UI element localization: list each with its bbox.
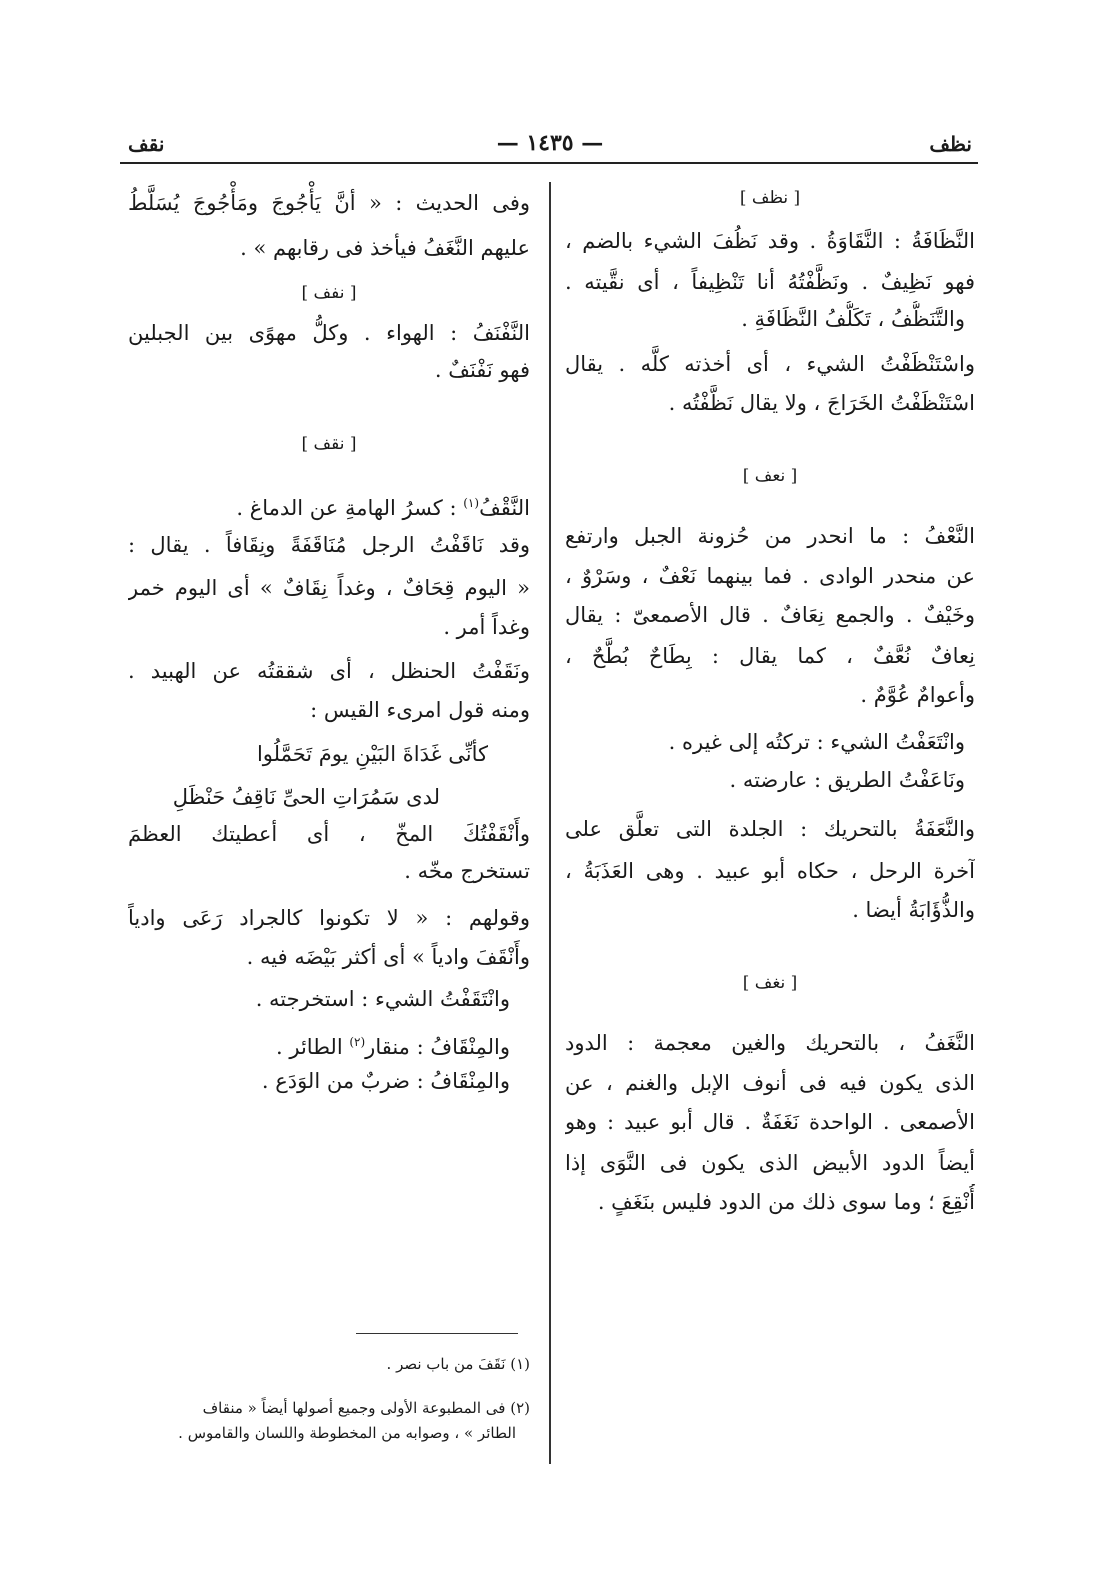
text-line: اسْتَنْظَفْتُ الخَرَاجَ ، ولا يقال نَظَّفْتُه . [668, 390, 975, 415]
footnote-2: (٢) فى المطبوعة الأولى وجميع أصولها أيضاً « منقاف [202, 1399, 530, 1417]
text-line: والنَّعَفَةُ بالتحريك : الجلدة التى تعلَّق على [565, 816, 975, 841]
column-divider [549, 182, 551, 1464]
text-line: وفى الحديث : « أنَّ يَأْجُوجَ ومَأْجُوجَ يُسَلَّطُ [128, 191, 530, 215]
definition-text: الطائر . [276, 1034, 350, 1059]
text-line: عليهم النَّغَفُ فيأخذ فى رقابهم » . [240, 236, 530, 260]
text-line: وغداً أمر . [443, 614, 530, 639]
text-line: النَّغَفُ ، بالتحريك والغين معجمة : الدود [565, 1030, 975, 1055]
text-line: ومنه قول امرىء القيس : [310, 698, 530, 722]
footnote-2-cont: الطائر » ، وصوابه من المخطوطة واللسان والقاموس . [178, 1424, 516, 1442]
headword-naqf: النَّقْفُ [479, 496, 530, 520]
text-line: وقد نَاقَفْتُ الرجل مُنَاقَفَةً ونِقَافاً . يقال : [128, 532, 530, 557]
text-line: وقولهم : « لا تكونوا كالجراد رَعَى وادياً [128, 905, 530, 930]
page-number: — ١٤٣٥ — [496, 130, 604, 156]
text-line: الذى يكون فيه فى أنوف الإبل والغنم ، عن [565, 1071, 975, 1095]
text-line: واسْتَنْظَفْتُ الشيء ، أى أخذته كلَّه . يقال [565, 351, 975, 376]
definition-text: : كسرُ الهامةِ عن الدماغ . [236, 496, 464, 520]
text-line: وانْتَعَفْتُ الشيء : تركتُه إلى غيره . [668, 730, 965, 754]
text-line: « اليوم قِحَافٌ ، وغداً نِقَافٌ » أى اليوم خمر [128, 575, 530, 600]
definition-text: والمِنْقَافُ : منقار [365, 1034, 510, 1059]
entry-heading-naaf: [ نعف ] [742, 466, 798, 486]
text-line: نِعافٌ نُعَّفٌ ، كما يقال : بِطَاحٌ بُطَّحٌ ، [565, 643, 975, 668]
text-line: آخرة الرحل ، حكاه أبو عبيد . وهى العَذَبَةُ ، [565, 858, 975, 883]
verse-line: لدى سَمُرَاتِ الحىِّ نَاقِفُ حَنْظَلِ [172, 784, 440, 809]
footnote-rule [356, 1333, 518, 1334]
right-running-headword: نظف [929, 132, 972, 156]
entry-heading-nazaf: [ نظف ] [739, 188, 801, 208]
text-line: وأَنْقَفْتُكَ المخّ ، أى أعطيتك العظمَ [128, 821, 530, 846]
footnote-1: (١) نَقَفَ من باب نصر . [386, 1355, 530, 1373]
text-line: ونَاعَفْتُ الطريق : عارضته . [729, 768, 965, 792]
text-line: فهو نَفْنَفٌ . [434, 358, 530, 382]
text-line: النَّظَافَةُ : النَّقَاوَةُ . وقد نَظُفَ الشيء بالضم ، [565, 228, 975, 253]
left-running-headword: نقف [128, 132, 165, 156]
right-column [565, 180, 975, 1221]
left-column [128, 180, 530, 1100]
text-line: وانْتَقَفْتُ الشيء : استخرجته . [255, 986, 510, 1011]
text-line: عن منحدر الوادى . فما بينهما نَعْفٌ ، وسَرْوٌ ، [565, 564, 975, 588]
text-line: النَّفْنَفُ : الهواء . وكلُّ مهوًى بين الجبلين [128, 321, 530, 345]
text-line: ونَقَفْتُ الحنظل ، أى شققتُه عن الهبيد . [128, 659, 530, 683]
text-line: النَّعْفُ : ما انحدر من حُزونة الجبل وارتفع [565, 523, 975, 548]
entry-heading-naghaf: [ نغف ] [742, 973, 798, 993]
text-line: والذُّؤَابَةُ أيضا . [852, 897, 975, 922]
text-line: أُنْقِعَ ؛ وما سوى ذلك من الدود فليس بنَغَفٍ . [597, 1189, 975, 1214]
footnote-ref-2[interactable]: (٢) [349, 1034, 366, 1049]
running-header [122, 128, 978, 162]
verse-line: كأنِّى غَدَاةَ البَيْنِ يومَ تَحَمَّلُوا [256, 741, 488, 766]
text-line: الأصمعى . الواحدة نَغَفَةٌ . قال أبو عبيد : وهو [565, 1110, 975, 1134]
header-rule [120, 162, 978, 164]
text-line: وأَنْقَفَ وادياً » أى أكثر بَيْضَه فيه . [246, 944, 530, 969]
entry-heading-nafnaf: [ نفف ] [301, 283, 357, 303]
text-line: فهو نَظِيفٌ . ونَظَّفْتُهُ أنا تَنْظِيفاً ، أى نقَّيته . [565, 269, 975, 294]
text-line: أيضاً الدود الأبيض الذى يكون فى النَّوَى إذا [565, 1150, 975, 1175]
entry-heading-naqaf: [ نقف ] [301, 433, 357, 454]
footnote-ref-1[interactable]: (١) [463, 496, 480, 510]
text-line: تستخرج مخّه . [404, 859, 530, 883]
text-line: والمِنْقَافُ : ضربٌ من الوَدَع . [261, 1068, 510, 1093]
text-line: والتَّنَظُّفُ ، تَكَلُّفُ النَّظَافَةِ . [741, 307, 965, 331]
text-line: وأعوامٌ عُوَّمٌ . [860, 682, 975, 707]
text-line [128, 485, 530, 523]
text-line: وخَيْفٌ . والجمع نِعَافٌ . قال الأصمعىّ : يقال [565, 603, 975, 627]
text-line [128, 1017, 530, 1063]
